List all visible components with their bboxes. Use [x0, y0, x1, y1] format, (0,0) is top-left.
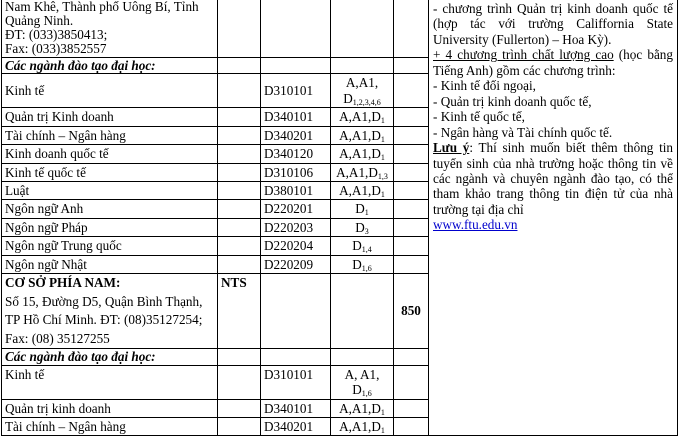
note-program-item: - Kinh tế đối ngoại, [433, 78, 536, 94]
code-cell [218, 399, 261, 417]
quota-cell [394, 399, 429, 417]
quota: 850 [394, 274, 429, 349]
south-campus-title: CƠ SỞ PHÍA NAM: [5, 275, 121, 291]
quota-cell [394, 126, 429, 144]
groups-text: A,A1,D [339, 109, 381, 125]
groups-text: A,A1,D [339, 183, 381, 199]
subject-group-cell [331, 58, 394, 74]
groups-text: A,A1,D [339, 400, 381, 416]
quota-cell [394, 255, 429, 273]
subject-groups: $D_3$ [331, 218, 394, 236]
admissions-table [1, 0, 678, 436]
code-cell [218, 418, 261, 436]
north-campus-address: Nam Khê, Thành phố Uông Bí, Tỉnh Quảng Ninh. ĐT: (033)3850413; Fax: (033)3852557 [2, 0, 218, 58]
subject-group-cell [331, 0, 394, 58]
code-cell [218, 237, 261, 255]
major-name: Kinh tế [2, 365, 218, 399]
subject-groups: $D_1$ [331, 200, 394, 218]
major-code: D380101 [261, 182, 331, 200]
quota-cell [394, 237, 429, 255]
major-code-cell [261, 274, 331, 349]
major-name: Quản trị Kinh doanh [2, 108, 218, 126]
major-code: D340101 [261, 108, 331, 126]
code-cell [218, 163, 261, 181]
subject-groups: $A,A1,D_1$ [331, 108, 394, 126]
quota-cell [394, 365, 429, 399]
note-remark: Lưu ý: Thí sinh muốn biết thêm thông tin tuyển sinh của nhà trường hoặc thông tin về các ngành và chuyên ngành đào tạo, có thể tham khảo trang thông tin điện tử của nhà trường tại địa chỉ [433, 140, 673, 217]
subject-groups: $A,A1,D_1$ [331, 145, 394, 163]
major-code-cell [261, 349, 331, 365]
code-cell [218, 182, 261, 200]
note-program-item: - Ngân hàng và Tài chính quốc tế. [433, 124, 613, 140]
subject-group-cell [331, 349, 394, 365]
major-code: D310106 [261, 163, 331, 181]
notes-text [433, 1, 673, 233]
major-name: Kinh doanh quốc tế [2, 145, 218, 163]
quota-cell [394, 58, 429, 74]
notes-cell [429, 0, 678, 436]
quota-cell [394, 200, 429, 218]
major-code-cell [261, 58, 331, 74]
code-cell [218, 218, 261, 236]
code-cell [218, 126, 261, 144]
major-code: D310101 [261, 74, 331, 108]
groups-text: A, A1, D [344, 366, 380, 398]
subject-groups: $D_{1,6}$ [331, 255, 394, 273]
major-code: D220203 [261, 218, 331, 236]
quota-cell [394, 108, 429, 126]
subject-groups: $A,A1,D_1$ [331, 418, 394, 436]
code-cell [218, 200, 261, 218]
code-cell [218, 108, 261, 126]
major-code: D340201 [261, 126, 331, 144]
quota-cell [394, 145, 429, 163]
major-code: D220201 [261, 200, 331, 218]
north-campus-address-row [2, 0, 678, 58]
subject-groups: $D_{1,4}$ [331, 237, 394, 255]
note-international-program: - chương trình Quản trị kinh doanh quốc tế (hợp tác với trường Califfornia State University (Fullerton) – Hoa Kỳ). [433, 1, 673, 47]
major-code: D340101 [261, 399, 331, 417]
groups-text: D [355, 201, 365, 217]
subject-groups: $A,A1,D_{1,3}$ [331, 163, 394, 181]
subject-groups: $A,A1,D_1$ [331, 399, 394, 417]
quota-cell [394, 74, 429, 108]
major-code-cell [261, 0, 331, 58]
school-code: NTS [218, 274, 261, 349]
quota-cell [394, 182, 429, 200]
note-high-quality: + 4 chương trình chất lượng cao (học bằng Tiếng Anh) gồm các chương trình: [433, 47, 673, 78]
groups-text: A,A1,D [336, 164, 378, 180]
major-code: D310101 [261, 365, 331, 399]
subject-group-cell [331, 274, 394, 349]
section-header: Các ngành đào tạo đại học: [2, 58, 218, 74]
note-program-item: - Quản trị kinh doanh quốc tế, [433, 93, 592, 109]
major-name: Luật [2, 182, 218, 200]
major-name: Kinh tế [2, 74, 218, 108]
major-name: Ngôn ngữ Anh [2, 200, 218, 218]
code-cell [218, 255, 261, 273]
groups-text: A,A1,D [339, 419, 381, 435]
south-campus-info: CƠ SỞ PHÍA NAM: Số 15, Đường D5, Quận Bình Thạnh, TP Hồ Chí Minh. ĐT: (08)35127254; Fax: (08) 35127255 [2, 274, 218, 349]
major-code: D340201 [261, 418, 331, 436]
section-header: Các ngành đào tạo đại học: [2, 349, 218, 365]
quota-cell [394, 163, 429, 181]
groups-text: A,A1,D [339, 127, 381, 143]
quota-cell [394, 418, 429, 436]
major-code: D220209 [261, 255, 331, 273]
major-name: Quản trị kinh doanh [2, 399, 218, 417]
major-code: D340120 [261, 145, 331, 163]
groups-text: D [352, 256, 362, 272]
subject-groups: A,A1, $D_{1,2,3,4,6}$ [331, 74, 394, 108]
major-name: Tài chính – Ngân hàng [2, 126, 218, 144]
website-link[interactable]: www.ftu.edu.vn [433, 217, 518, 233]
code-cell [218, 349, 261, 365]
groups-text: D [352, 238, 362, 254]
major-name: Ngôn ngữ Trung quốc [2, 237, 218, 255]
quota-cell [394, 349, 429, 365]
subject-groups: $A,A1,D_1$ [331, 126, 394, 144]
groups-text: A,A1,D [339, 146, 381, 162]
code-cell [218, 145, 261, 163]
major-code: D220204 [261, 237, 331, 255]
groups-text: A,A1, [345, 75, 379, 91]
note-program-item: - Kinh tế quốc tế, [433, 109, 525, 125]
quota-cell [394, 218, 429, 236]
major-name: Kinh tế quốc tế [2, 163, 218, 181]
code-cell [218, 74, 261, 108]
major-name: Ngôn ngữ Pháp [2, 218, 218, 236]
quota-cell [394, 0, 429, 58]
subject-groups: A, A1, $D_{1,6}$ [331, 365, 394, 399]
groups-text: D [355, 219, 365, 235]
subject-groups: $A,A1,D_1$ [331, 182, 394, 200]
code-cell [218, 0, 261, 58]
code-cell [218, 365, 261, 399]
major-name: Ngôn ngữ Nhật [2, 255, 218, 273]
major-name: Tài chính – Ngân hàng [2, 418, 218, 436]
code-cell [218, 58, 261, 74]
